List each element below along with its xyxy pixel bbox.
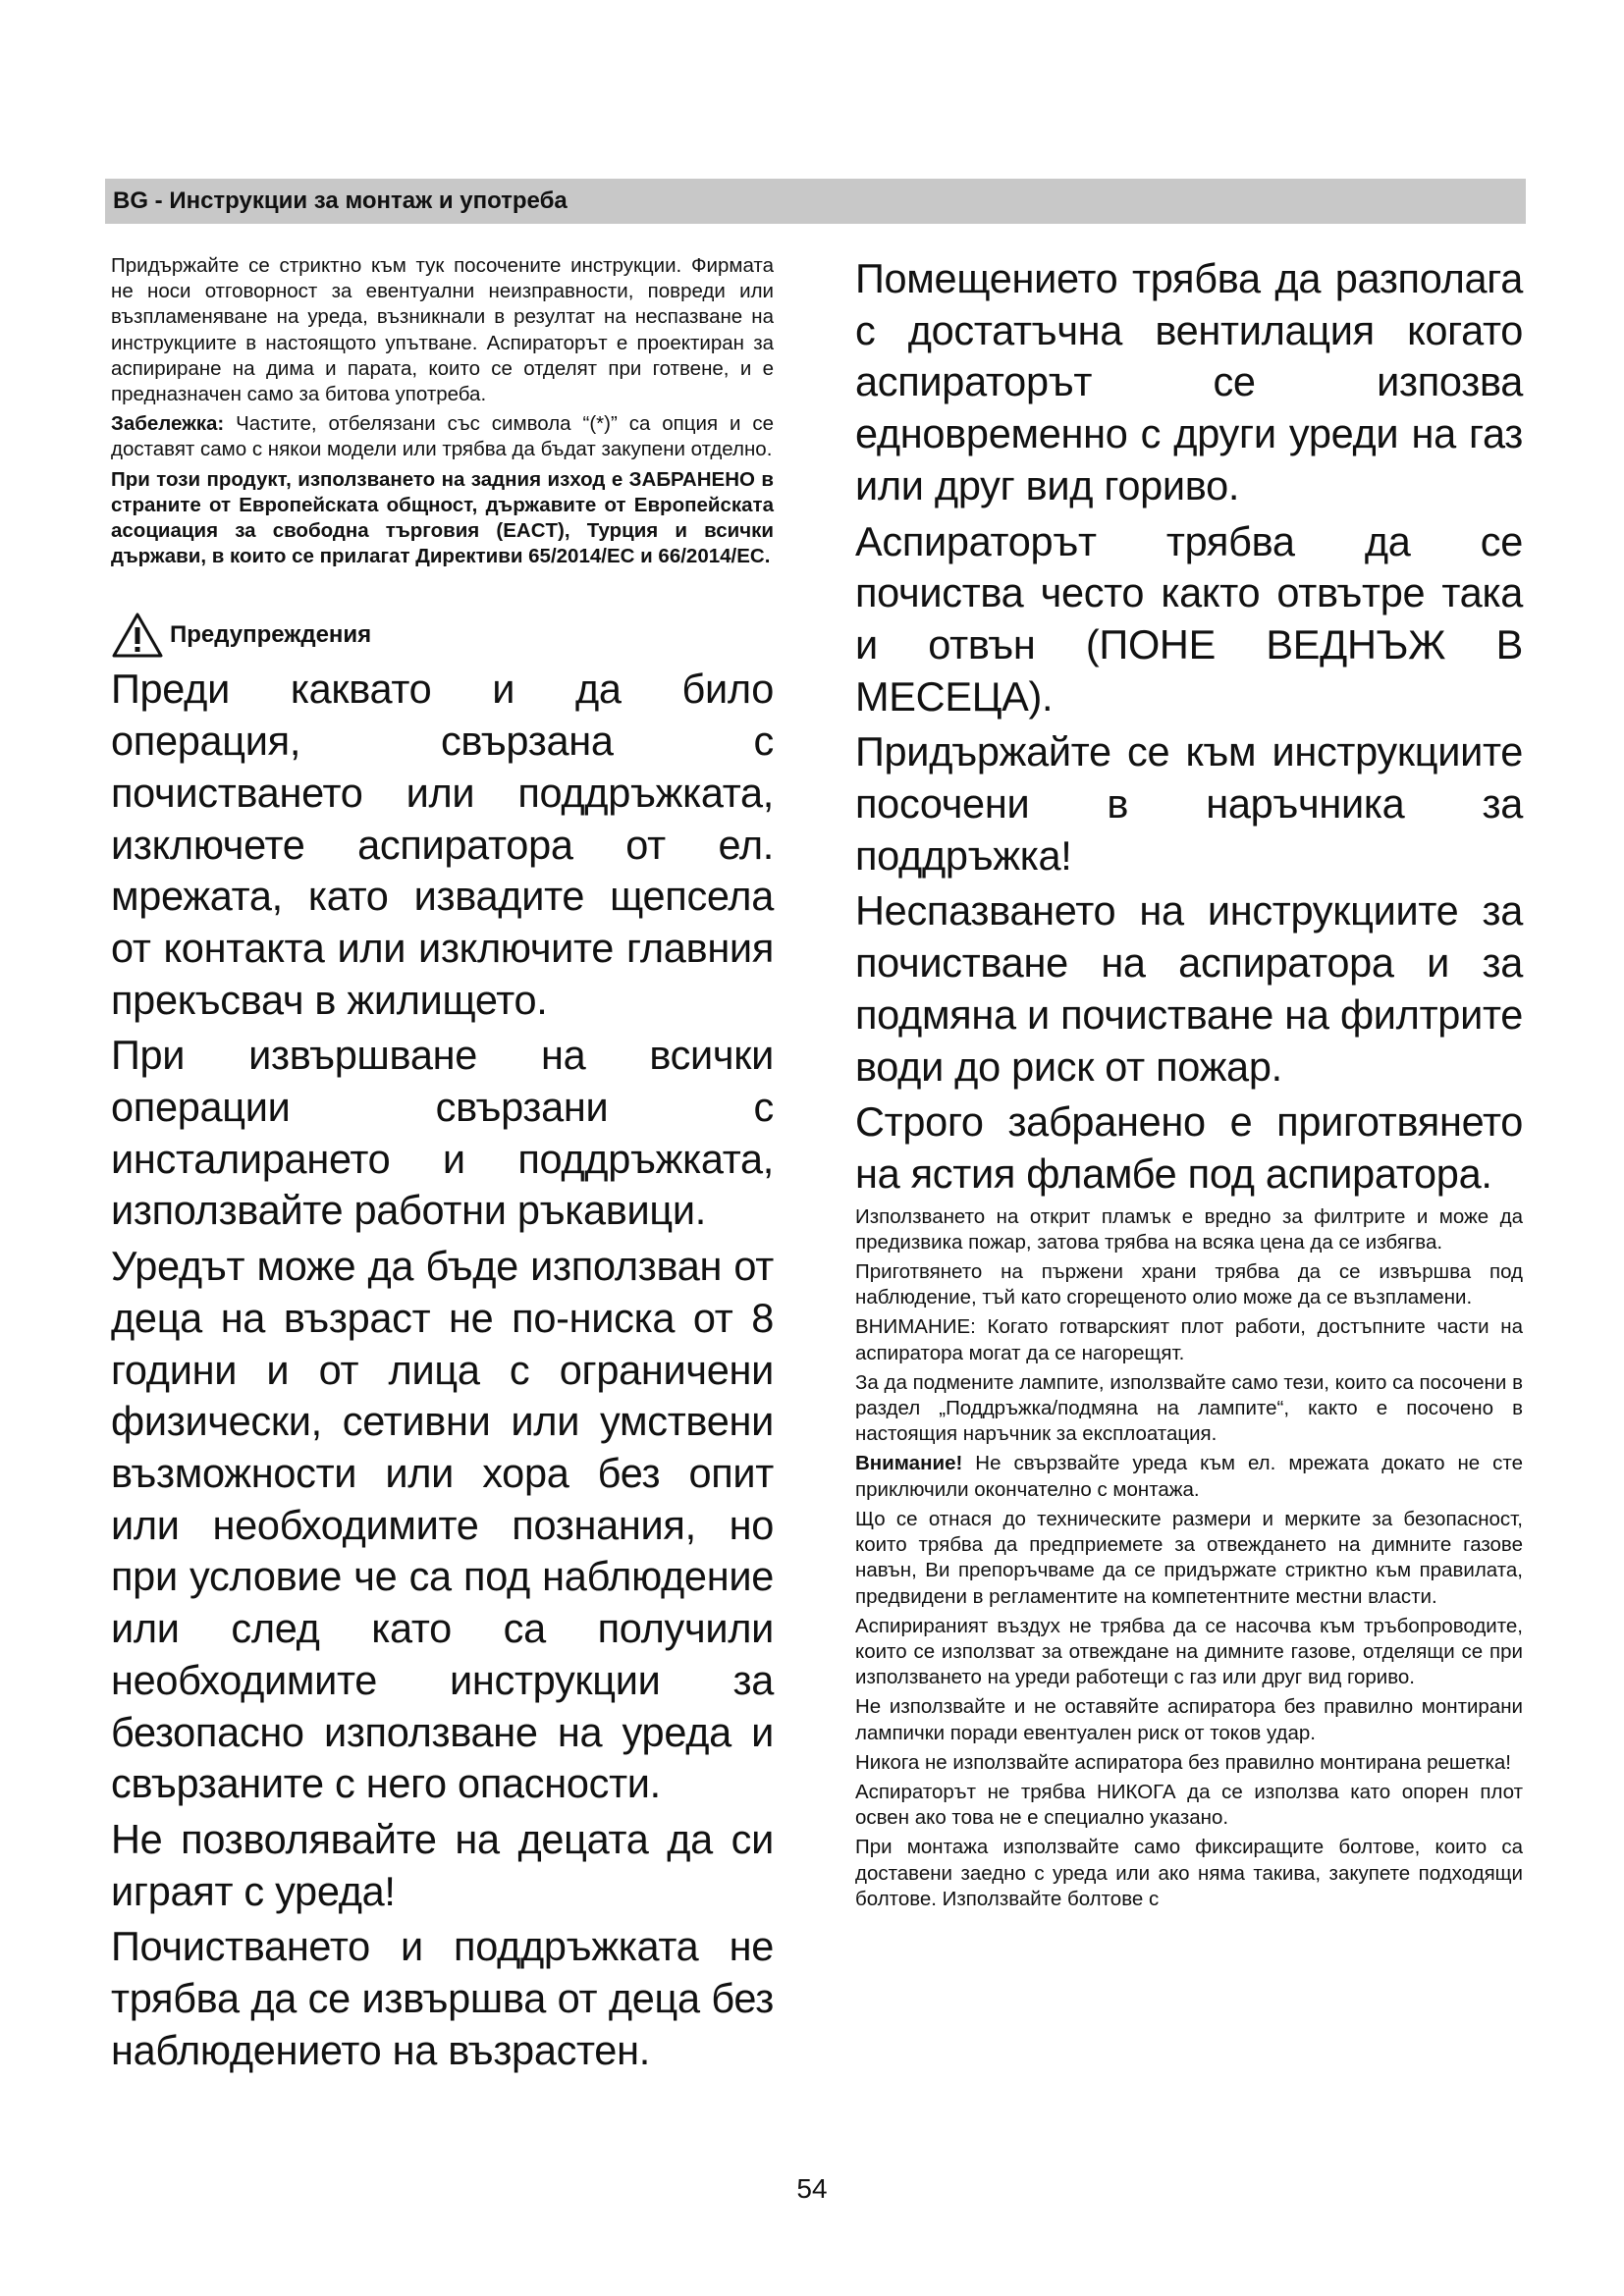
warning-clean-monthly: Аспираторът трябва да се почиства често както отвътре така и отвън (ПОНЕ ВЕДНЪЖ В МЕСЕЦА). — [855, 517, 1523, 720]
paragraph-fixing-screws: При монтажа използвайте само фиксиращите болтове, които са доставени заедно с уреда или ако няма такива, закупете подходящи болтове. Използвайте болтове с — [855, 1836, 1523, 1910]
note-paragraph — [111, 411, 774, 462]
warning-triangle-icon — [111, 612, 164, 659]
warning-follow-maintenance: Придържайте се към инструкциите посочени в наръчника за поддръжка! — [855, 728, 1523, 879]
note-text: Частите, отбелязани със символа “(*)” са опция и се доставят само с някои модели или трябва да бъдат закупени отделно. — [111, 412, 774, 461]
warning-flambe: Строго забранено е приготвянето на ястия фламбе под аспиратора. — [855, 1098, 1523, 1197]
paragraph-hot-parts: ВНИМАНИЕ: Когато готварският плот работи, достъпните части на аспиратора могат да се нагорещят. — [855, 1315, 1523, 1364]
paragraph-not-shelf: Аспираторът не трябва НИКОГА да се използва като опорен плот освен ако това не е специално указано. — [855, 1780, 1523, 1830]
warning-disconnect: Преди каквато и да било операция, свързана с почистването или поддръжката, изключете аспиратора от ел. мрежата, като извадите щепсела от контакта или изключите главния прекъсвач в жилището. — [111, 666, 774, 1023]
intro-paragraph: Придържайте се стриктно към тук посочените инструкции. Фирмата не носи отговорност за евентуални неизправности, повреди или възпламеняване на уреда, възникнали в резултат на неспазване на инструкциите в настоящото упътване. Аспираторът е проектиран за аспириране на дима и парата, които се отделят при готвене, и е предназначен само за битова употреба. — [111, 254, 774, 406]
paragraph-attention — [855, 1451, 1523, 1502]
paragraph-bulbs: Не използвайте и не оставяйте аспиратора без правилно монтирани лампички поради евентуален риск от токов удар. — [855, 1695, 1523, 1744]
warning-fire-risk: Неспазването на инструкциите за почистване на аспиратора и за подмяна и почистване на филтрите води до риск от пожар. — [855, 887, 1523, 1090]
warning-children-play: Не позволявайте на децата да си играят с уреда! — [111, 1815, 774, 1914]
warnings-heading — [111, 609, 774, 662]
warning-ventilation: Помещението трябва да разполага с достатъчна вентилация когато аспираторът се изпозва едновременно с други уреди на газ или друг вид гориво. — [855, 255, 1523, 508]
paragraph-lamps: За да подмените лампите, използвайте само тези, които са посочени в раздел „Поддръжка/подмяна на лампите“, както е посочено в настоящия наръчник за експлоатация. — [855, 1370, 1523, 1446]
warning-cleaning-children: Почистването и поддръжката не трябва да се извършва от деца без наблюдението на възрастен. — [111, 1923, 774, 2073]
right-column — [855, 253, 1523, 1916]
attention-text: Не свързвайте уреда към ел. мрежата докато не сте приключили окончателно с монтажа. — [855, 1452, 1523, 1501]
section-header-bar — [105, 179, 1526, 224]
rear-outlet-notice: При този продукт, използването на задния изход е ЗАБРАНЕНО в страните от Европейската общност, държавите от Европейската асоциация за свободна търговия (EACT), Турция и всички държави, в които се прилагат Директиви 65/2014/ЕС и 66/2014/ЕС. — [111, 467, 774, 568]
warning-children-use: Уредът може да бъде използван от деца на възраст не по-ниска от 8 години и от лица с ограничени физически, сетивни или умствени възможности или хора без опит или необходимите познания, но при условие че са под наблюдение или след като са получили необходимите инструкции за безопасно използване на уреда и свързаните с него опасности. — [111, 1243, 774, 1807]
paragraph-exhaust-air: Аспирираният въздух не трябва да се насочва към тръбопроводите, които се използват за отвеждане на димните газове, отделящи се при използването на уреди работещи с газ или друг вид гориво. — [855, 1614, 1523, 1689]
paragraph-grille: Никога не използвайте аспиратора без правилно монтирана решетка! — [855, 1750, 1511, 1774]
page-number: 54 — [796, 2173, 828, 2204]
paragraph-open-flame: Използването на открит пламък е вредно за филтрите и може да предизвика пожар, затова трябва на всяка цена да се избягва. — [855, 1204, 1523, 1254]
warnings-title: Предупреждения — [170, 621, 372, 649]
paragraph-frying: Приготвянето на пържени храни трябва да се извършва под наблюдение, тъй като сгорещеното олио може да се възпламени. — [855, 1260, 1523, 1309]
paragraph-safety-regulations: Що се отнася до техническите размери и мерките за безопасност, които трябва да предприемете за отвеждането на димните газове навън, Ви препоръчваме да се придържате стриктно към правилата, предвидени в регламентите на компетентните местни власти. — [855, 1507, 1523, 1608]
note-label: Забележка: — [111, 412, 225, 436]
attention-label: Внимание! — [855, 1452, 963, 1475]
section-title: BG - Инструкции за монтаж и употреба — [113, 187, 568, 214]
warning-gloves: При извършване на всички операции свързани с инсталирането и поддръжката, използвайте работни ръкавици. — [111, 1032, 774, 1234]
left-column — [111, 253, 774, 2080]
